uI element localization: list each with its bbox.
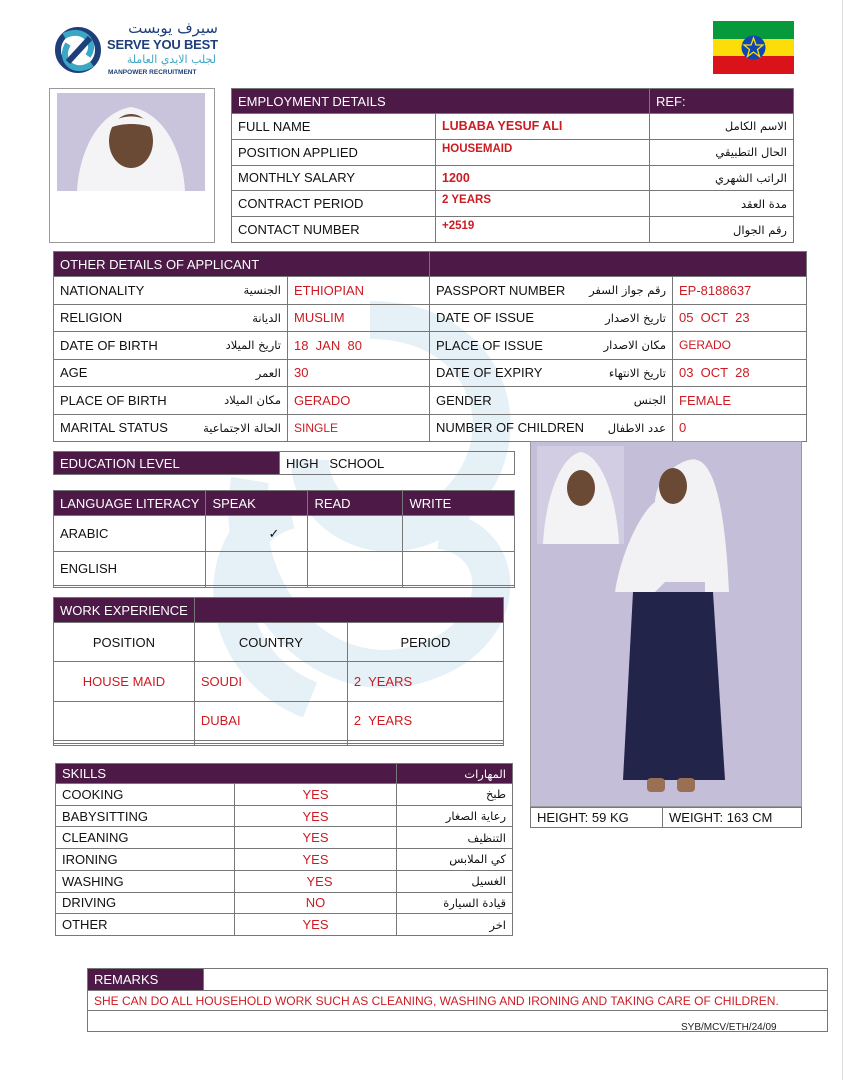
work-period: 2 YEARS — [347, 701, 503, 740]
employment-details-table — [231, 88, 794, 243]
work-country: SOUDI — [194, 662, 347, 701]
applicant-full-body-photo — [537, 442, 762, 806]
brand-english-name: SERVE YOU BEST — [107, 37, 218, 52]
skill-name-ar: اخر — [397, 914, 513, 936]
right-label: GENDER — [436, 392, 492, 408]
employment-row — [232, 114, 794, 140]
skill-name-ar: طبخ — [397, 784, 513, 806]
skill-value: YES — [235, 827, 397, 849]
gender-value: FEMALE — [673, 387, 807, 415]
row-label-ar: مدة العقد — [650, 191, 794, 217]
left-label-ar: الحالة الاجتماعية — [203, 420, 281, 435]
write-header: WRITE — [403, 491, 515, 516]
applicant-headshot-frame — [49, 88, 215, 243]
remarks-header: REMARKS — [88, 969, 204, 991]
skill-row — [56, 784, 513, 806]
other-details-row — [54, 277, 807, 305]
ethiopia-flag-icon — [713, 21, 794, 74]
skill-name: CLEANING — [56, 827, 235, 849]
country-column-header: COUNTRY — [194, 623, 347, 662]
right-label-ar: تاريخ الانتهاء — [608, 365, 666, 380]
skills-header — [56, 764, 397, 784]
skill-name: WASHING — [56, 870, 235, 892]
skill-name: DRIVING — [56, 892, 235, 914]
number-of-children-value: 0 — [673, 414, 807, 442]
work-position — [54, 701, 195, 740]
employment-row — [232, 165, 794, 191]
other-details-row — [54, 359, 807, 387]
weight-value: WEIGHT: 163 CM — [663, 808, 802, 828]
applicant-headshot-photo — [57, 93, 205, 191]
left-label: DATE OF BIRTH — [60, 337, 158, 353]
row-label: FULL NAME — [232, 114, 436, 140]
language-name: ENGLISH — [54, 552, 206, 586]
right-label-ar: رقم جواز السفر — [589, 283, 666, 298]
skill-name: OTHER — [56, 914, 235, 936]
right-label-ar: تاريخ الاصدار — [605, 310, 666, 325]
speak-cell — [206, 585, 308, 587]
serve-you-best-logo-icon — [52, 22, 104, 78]
write-cell — [403, 516, 515, 552]
work-row — [54, 662, 504, 701]
skill-row — [56, 827, 513, 849]
read-header: READ — [308, 491, 403, 516]
row-label-ar: رقم الجوال — [650, 217, 794, 243]
row-label: CONTRACT PERIOD — [232, 191, 436, 217]
row-label: CONTACT NUMBER — [232, 217, 436, 243]
work-experience-header-spacer — [194, 598, 503, 623]
other-details-table — [53, 251, 807, 442]
left-label: NATIONALITY — [60, 282, 145, 298]
row-label: POSITION APPLIED — [232, 139, 436, 165]
skill-row — [56, 849, 513, 871]
work-row — [54, 743, 504, 745]
skill-name: IRONING — [56, 849, 235, 871]
row-label-ar: الاسم الكامل — [650, 114, 794, 140]
nationality-value: ETHIOPIAN — [288, 277, 430, 305]
footer-code: SYB/MCV/ETH/24/09 — [681, 1022, 777, 1033]
row-label: MONTHLY SALARY — [232, 165, 436, 191]
speak-header: SPEAK — [206, 491, 308, 516]
right-label: DATE OF EXPIRY — [436, 365, 543, 381]
education-level-value: HIGH SCHOOL — [280, 452, 515, 475]
language-row — [54, 552, 515, 586]
right-label: DATE OF ISSUE — [436, 310, 534, 326]
skill-value: YES — [235, 784, 397, 806]
place-of-issue-value: GERADO — [673, 332, 807, 360]
skill-value: YES — [235, 870, 397, 892]
skill-name-ar: رعاية الصغار — [397, 805, 513, 827]
skill-name: COOKING — [56, 784, 235, 806]
skill-value: YES — [235, 914, 397, 936]
contract-period-value: 2 YEARS — [436, 191, 650, 217]
other-details-row — [54, 387, 807, 415]
education-level-table — [53, 451, 515, 475]
skills-header-label: SKILLS — [62, 766, 107, 781]
left-label: MARITAL STATUS — [60, 420, 168, 436]
right-label-ar: عدد الاطفال — [607, 420, 666, 435]
work-position: HOUSE MAID — [54, 662, 195, 701]
full-name-value: LUBABA YESUF ALI — [436, 114, 650, 140]
right-label-ar: الجنس — [633, 393, 666, 408]
skill-name: BABYSITTING — [56, 805, 235, 827]
position-applied-value: HOUSEMAID — [436, 139, 650, 165]
language-header: LANGUAGE LITERACY — [54, 491, 206, 516]
right-label: PASSPORT NUMBER — [436, 282, 566, 298]
left-label-ar: الديانة — [252, 310, 281, 325]
date-of-expiry-value: 03 OCT 28 — [673, 359, 807, 387]
date-of-birth-value: 18 JAN 80 — [288, 332, 430, 360]
skill-row — [56, 805, 513, 827]
height-value: HEIGHT: 59 KG — [531, 808, 663, 828]
work-position — [54, 743, 195, 745]
date-of-issue-value: 05 OCT 23 — [673, 304, 807, 332]
work-experience-table — [53, 597, 504, 746]
remarks-text: SHE CAN DO ALL HOUSEHOLD WORK SUCH AS CLEANING, WASHING AND IRONING AND TAKING CARE OF CHILDREN. — [88, 991, 828, 1011]
skill-name-ar: الغسيل — [397, 870, 513, 892]
education-level-label: EDUCATION LEVEL — [54, 452, 280, 475]
skill-row — [56, 870, 513, 892]
right-label-ar: مكان الاصدار — [603, 338, 666, 353]
skill-name-ar: التنظيف — [397, 827, 513, 849]
age-value: 30 — [288, 359, 430, 387]
measurements-table — [530, 807, 802, 828]
read-cell — [308, 516, 403, 552]
passport-number-value: EP-8188637 — [673, 277, 807, 305]
left-label-ar: الجنسية — [243, 283, 281, 298]
left-label: PLACE OF BIRTH — [60, 392, 167, 408]
period-column-header: PERIOD — [347, 623, 503, 662]
language-name: ARABIC — [54, 516, 206, 552]
read-cell — [308, 585, 403, 587]
employment-row — [232, 217, 794, 243]
language-row — [54, 516, 515, 552]
left-label: RELIGION — [60, 310, 123, 326]
remarks-header-spacer — [204, 969, 828, 991]
right-label: NUMBER OF CHILDREN — [436, 420, 585, 436]
work-period: 2 YEARS — [347, 662, 503, 701]
ref-label: REF: — [650, 89, 794, 114]
monthly-salary-value: 1200 — [436, 165, 650, 191]
language-row — [54, 585, 515, 587]
language-literacy-table — [53, 490, 515, 588]
skill-value: YES — [235, 849, 397, 871]
write-cell — [403, 552, 515, 586]
speak-cell — [206, 552, 308, 586]
write-cell — [403, 585, 515, 587]
contact-number-value: +2519 — [436, 217, 650, 243]
language-name — [54, 585, 206, 587]
skill-name-ar: كي الملابس — [397, 849, 513, 871]
work-columns-row — [54, 623, 504, 662]
position-column-header: POSITION — [54, 623, 195, 662]
work-experience-header: WORK EXPERIENCE — [54, 598, 195, 623]
employment-row — [232, 191, 794, 217]
religion-value: MUSLIM — [288, 304, 430, 332]
skill-name-ar: قيادة السيارة — [397, 892, 513, 914]
work-row — [54, 701, 504, 740]
skill-value: NO — [235, 892, 397, 914]
employment-row — [232, 139, 794, 165]
brand-tagline: MANPOWER RECRUITMENT — [108, 69, 197, 76]
other-details-row — [54, 414, 807, 442]
marital-status-value: SINGLE — [288, 414, 430, 442]
row-label-ar: الحال التطبيقي — [650, 139, 794, 165]
other-details-row — [54, 304, 807, 332]
left-label-ar: مكان الميلاد — [224, 393, 281, 408]
brand-arabic-name: سيرف يوبست — [128, 19, 218, 37]
other-details-row — [54, 332, 807, 360]
read-cell — [308, 552, 403, 586]
skill-value: YES — [235, 805, 397, 827]
row-label-ar: الراتب الشهري — [650, 165, 794, 191]
skills-header-ar: المهارات — [397, 764, 513, 784]
other-details-header: OTHER DETAILS OF APPLICANT — [54, 252, 430, 277]
applicant-full-body-photo-frame — [530, 441, 802, 807]
skill-row — [56, 914, 513, 936]
skill-row — [56, 892, 513, 914]
right-label: PLACE OF ISSUE — [436, 337, 543, 353]
left-label-ar: العمر — [255, 365, 281, 380]
work-country — [194, 743, 347, 745]
other-details-header-spacer — [430, 252, 807, 277]
check-icon: ✓ — [206, 516, 308, 552]
brand-arabic-tagline: لجلب الايدي العاملة — [126, 53, 216, 66]
left-label-ar: تاريخ الميلاد — [225, 338, 281, 353]
left-label: AGE — [60, 365, 88, 381]
skills-table — [55, 763, 513, 936]
work-period — [347, 743, 503, 745]
place-of-birth-value: GERADO — [288, 387, 430, 415]
work-country: DUBAI — [194, 701, 347, 740]
employment-details-header: EMPLOYMENT DETAILS — [232, 89, 650, 114]
